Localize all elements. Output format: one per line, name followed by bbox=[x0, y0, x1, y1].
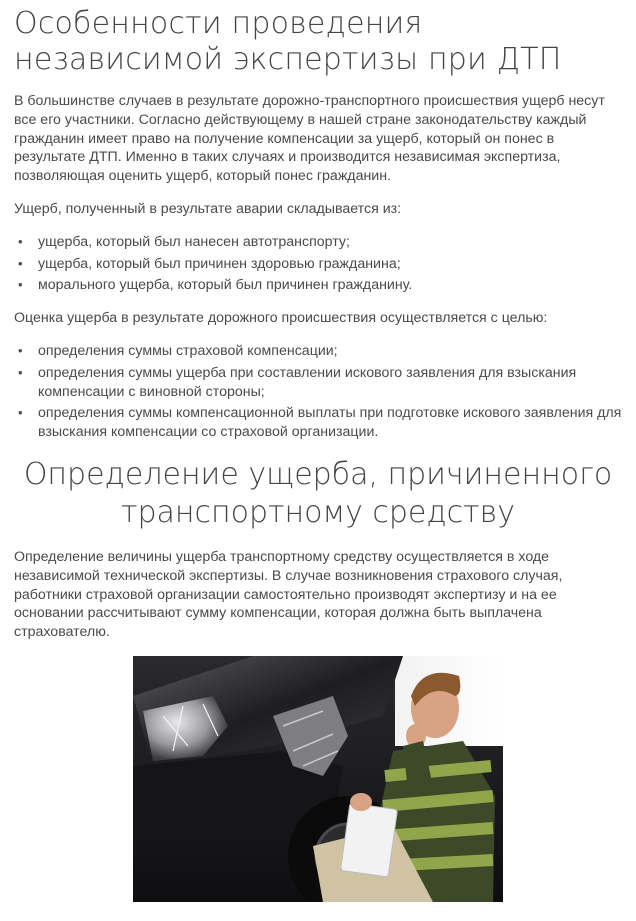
article bbox=[0, 6, 636, 902]
list-item bbox=[14, 255, 622, 274]
list-item-text: ущерба, который был нанесен автотранспорту; bbox=[38, 233, 350, 250]
list-item bbox=[14, 364, 622, 402]
bullet-icon: • bbox=[18, 233, 23, 249]
list-item bbox=[14, 233, 622, 252]
list-item-text: определения суммы компенсационной выплаты при подготовке искового заявления для взыскания компенсации со страховой организации. bbox=[38, 405, 622, 441]
purpose-lead: Оценка ущерба в результате дорожного происшествия осуществляется с целью: bbox=[14, 310, 548, 327]
list-item-text: ущерба, который был причинен здоровью гражданина; bbox=[38, 255, 401, 272]
list-item bbox=[14, 276, 622, 295]
damage-lead: Ущерб, полученный в результате аварии складывается из: bbox=[14, 200, 402, 217]
list-item bbox=[14, 404, 622, 442]
section2-title: Определение ущерба, причиненного транспортному средству bbox=[23, 456, 613, 530]
list-item-text: определения суммы страховой компенсации; bbox=[38, 342, 338, 359]
damaged-car-photo bbox=[133, 656, 503, 902]
bullet-icon: • bbox=[18, 255, 23, 271]
list-item-text: определения суммы ущерба при составлении искового заявления для взыскания компенсации с виновной стороны; bbox=[38, 364, 577, 400]
bullet-icon: • bbox=[18, 277, 23, 293]
section1-intro: В большинстве случаев в результате дорожно-транспортного происшествия ущерб несут все его участники. Согласно действующему в нашей стране законодательству каждый гражданин имеет право на получение компенсации за ущерб, который он понес в результате ДТП. Именно в таких случаях и производится независимая экспертиза, позволяющая оценить ущерб, который понес гражданин. bbox=[14, 93, 605, 185]
list-item bbox=[14, 342, 622, 361]
section2-text: Определение величины ущерба транспортному средству осуществляется в ходе независимой технической экспертизы. В случае возникновения страхового случая, работники страховой организации самостоятельно производят экспертизу и на ее основании рассчитывают сумму компенсации, которая должна быть выплачена страхователю. bbox=[14, 548, 563, 641]
list-item-text: морального ущерба, который был причинен гражданину. bbox=[38, 277, 413, 294]
damage-list bbox=[14, 233, 622, 295]
bullet-icon: • bbox=[18, 342, 23, 358]
bullet-icon: • bbox=[18, 405, 23, 421]
clipboard bbox=[341, 803, 398, 877]
writing-hand bbox=[350, 793, 372, 811]
purpose-list bbox=[14, 342, 622, 442]
bullet-icon: • bbox=[18, 364, 23, 380]
section1-title: Особенности проведения независимой экспертизы при ДТП bbox=[14, 6, 562, 77]
